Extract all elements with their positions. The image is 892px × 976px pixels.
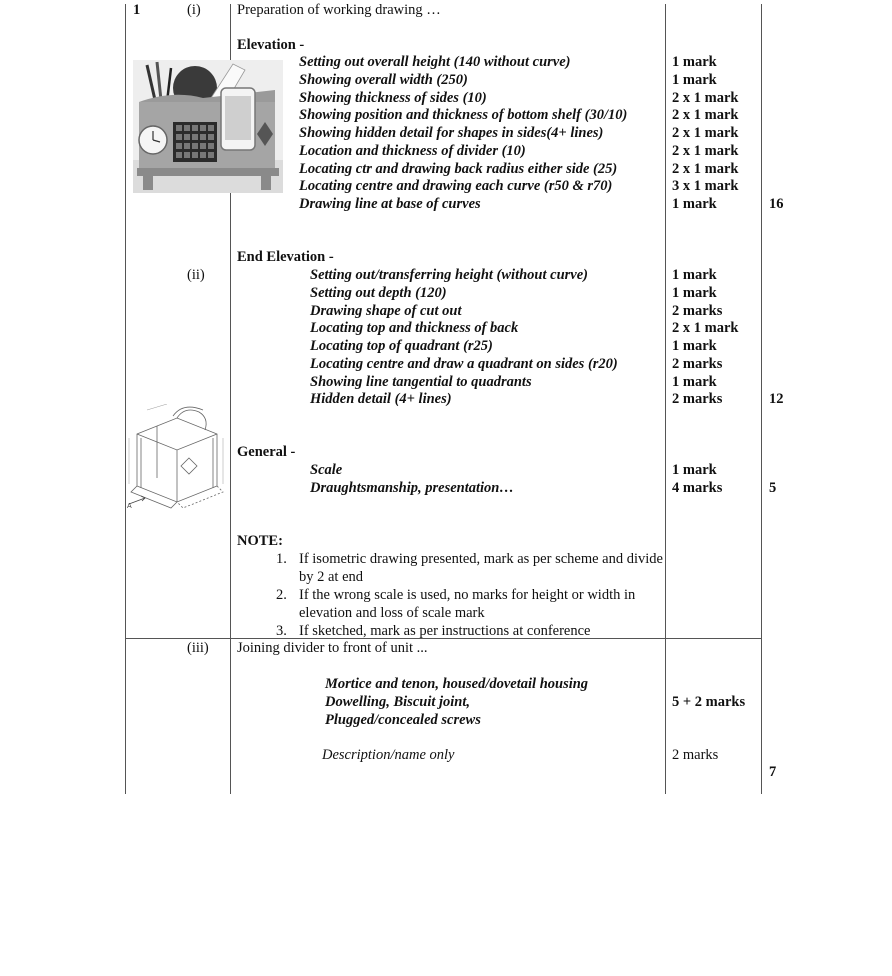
- part-label-iii: (iii): [187, 640, 209, 656]
- joint-option: Plugged/concealed screws: [325, 712, 481, 728]
- general-total: 5: [769, 480, 777, 496]
- mark-value: 1 mark: [672, 285, 717, 301]
- mark-value: 3 x 1 mark: [672, 178, 739, 194]
- criterion: Drawing line at base of curves: [299, 196, 481, 212]
- criterion: Locating centre and draw a quadrant on sides (r20): [310, 356, 618, 372]
- joint-option: Mortice and tenon, housed/dovetail housing: [325, 676, 589, 692]
- part-label-ii: (ii): [187, 267, 205, 283]
- options-mark: 5 + 2 marks: [672, 694, 746, 710]
- mark-value: 1 mark: [672, 196, 717, 212]
- criterion: Scale: [310, 462, 343, 478]
- part-label-i: (i): [187, 2, 201, 18]
- criterion: Location and thickness of divider (10): [299, 143, 526, 159]
- mark-value: 1 mark: [672, 374, 717, 390]
- desk-organiser-photo: [133, 60, 283, 193]
- column-rule-total: [761, 4, 762, 794]
- criterion: Drawing shape of cut out: [310, 303, 462, 319]
- criterion: Locating ctr and drawing back radius either side (25): [299, 161, 618, 177]
- end-elevation-total: 12: [769, 391, 784, 407]
- mark-value: 1 mark: [672, 338, 717, 354]
- mark-value: 2 marks: [672, 303, 723, 319]
- column-rule-marks: [665, 4, 666, 794]
- part3-total: 7: [769, 764, 777, 780]
- note-heading: NOTE:: [237, 533, 283, 549]
- mark-value: 1 mark: [672, 72, 717, 88]
- elevation-total: 16: [769, 196, 784, 212]
- note-item: 1. If isometric drawing presented, mark as per scheme and divide by 2 at end: [276, 551, 663, 585]
- mark-value: 2 marks: [672, 356, 723, 372]
- description-note: Description/name only: [322, 747, 455, 763]
- criterion: Showing overall width (250): [299, 72, 468, 88]
- mark-value: 2 x 1 mark: [672, 161, 739, 177]
- mark-value: 2 x 1 mark: [672, 90, 739, 106]
- mark-value: 1 mark: [672, 54, 717, 70]
- general-heading: General -: [237, 444, 296, 460]
- isometric-sketch: [127, 404, 230, 512]
- question-number: 1: [133, 2, 141, 18]
- criterion: Locating centre and drawing each curve (r50 & r70): [299, 178, 613, 194]
- iso-arrow-label: A: [127, 503, 132, 510]
- criterion: Showing line tangential to quadrants: [310, 374, 532, 390]
- criterion: Showing position and thickness of bottom shelf (30/10): [299, 107, 628, 123]
- criterion: Showing thickness of sides (10): [299, 90, 487, 106]
- criterion: Hidden detail (4+ lines): [310, 391, 452, 407]
- criterion: Setting out/transferring height (without curve): [310, 267, 588, 283]
- mark-value: 1 mark: [672, 462, 717, 478]
- criterion: Setting out overall height (140 without curve): [299, 54, 571, 70]
- mark-value: 1 mark: [672, 267, 717, 283]
- criterion: Locating top of quadrant (r25): [310, 338, 493, 354]
- part3-intro: Joining divider to front of unit ...: [237, 640, 428, 656]
- note-item: 3. If sketched, mark as per instructions at conference: [276, 623, 591, 639]
- criterion: Draughtsmanship, presentation…: [310, 480, 514, 496]
- mark-value: 2 x 1 mark: [672, 125, 739, 141]
- joint-option: Dowelling, Biscuit joint,: [325, 694, 471, 710]
- criterion: Setting out depth (120): [310, 285, 447, 301]
- criterion: Locating top and thickness of back: [310, 320, 519, 336]
- mark-value: 2 x 1 mark: [672, 143, 739, 159]
- column-rule-left: [125, 4, 126, 794]
- note-list: [276, 550, 666, 640]
- note-item: 2. If the wrong scale is used, no marks for height or width in elevation and loss of scale mark: [276, 587, 636, 621]
- description-mark: 2 marks: [672, 747, 719, 763]
- mark-value: 2 x 1 mark: [672, 320, 739, 336]
- elevation-heading: Elevation -: [237, 37, 305, 53]
- mark-value: 4 marks: [672, 480, 723, 496]
- mark-value: 2 x 1 mark: [672, 107, 739, 123]
- end-elevation-heading: End Elevation -: [237, 249, 334, 265]
- criterion: Showing hidden detail for shapes in sides(4+ lines): [299, 125, 604, 141]
- part1-intro: Preparation of working drawing …: [237, 2, 441, 18]
- mark-value: 2 marks: [672, 391, 723, 407]
